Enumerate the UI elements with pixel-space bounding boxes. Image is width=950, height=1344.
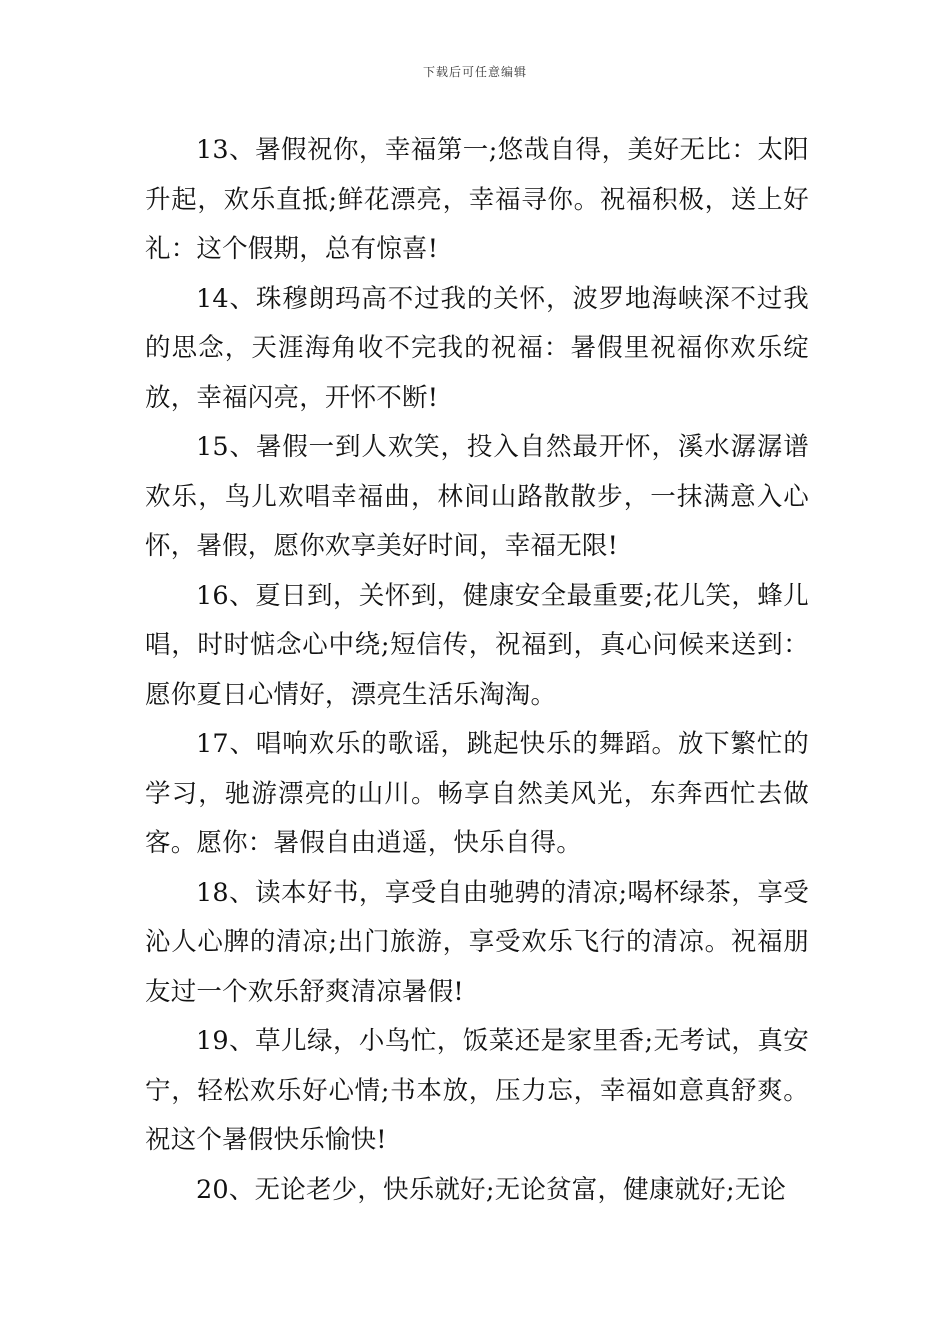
paragraph-15: 15、暑假一到人欢笑，投入自然最开怀，溪水潺潺谱欢乐，鸟儿欢唱幸福曲，林间山路散散步，一抹满意入心怀，暑假，愿你欢享美好时间，幸福无限!	[145, 432, 809, 561]
paragraph-13: 13、暑假祝你，幸福第一;悠哉自得，美好无比：太阳升起，欢乐直抵;鲜花漂亮，幸福寻你。祝福积极，送上好礼：这个假期，总有惊喜!	[145, 135, 809, 264]
document-body	[145, 126, 809, 1215]
paragraph-14: 14、珠穆朗玛高不过我的关怀，波罗地海峡深不过我的思念，天涯海角收不完我的祝福：暑假里祝福你欢乐绽放，幸福闪亮，开怀不断!	[145, 283, 809, 413]
paragraph-20: 20、无论老少，快乐就好;无论贫富，健康就好;无论	[196, 1174, 787, 1205]
paragraph-18: 18、读本好书，享受自由驰骋的清凉;喝杯绿茶，享受沁人心脾的清凉;出门旅游，享受欢乐飞行的清凉。祝福朋友过一个欢乐舒爽清凉暑假!	[145, 877, 809, 1007]
paragraph-19: 19、草儿绿，小鸟忙，饭菜还是家里香;无考试，真安宁，轻松欢乐好心情;书本放，压力忘，幸福如意真舒爽。祝这个暑假快乐愉快!	[145, 1026, 809, 1155]
page-header: 下载后可任意编辑	[422, 65, 527, 79]
paragraph-17: 17、唱响欢乐的歌谣，跳起快乐的舞蹈。放下繁忙的学习，驰游漂亮的山川。畅享自然美风光，东奔西忙去做客。愿你：暑假自由逍遥，快乐自得。	[145, 729, 809, 858]
paragraph-16: 16、夏日到，关怀到，健康安全最重要;花儿笑，蜂儿唱，时时惦念心中绕;短信传，祝福到，真心问候来送到：愿你夏日心情好，漂亮生活乐淘淘。	[145, 580, 809, 710]
